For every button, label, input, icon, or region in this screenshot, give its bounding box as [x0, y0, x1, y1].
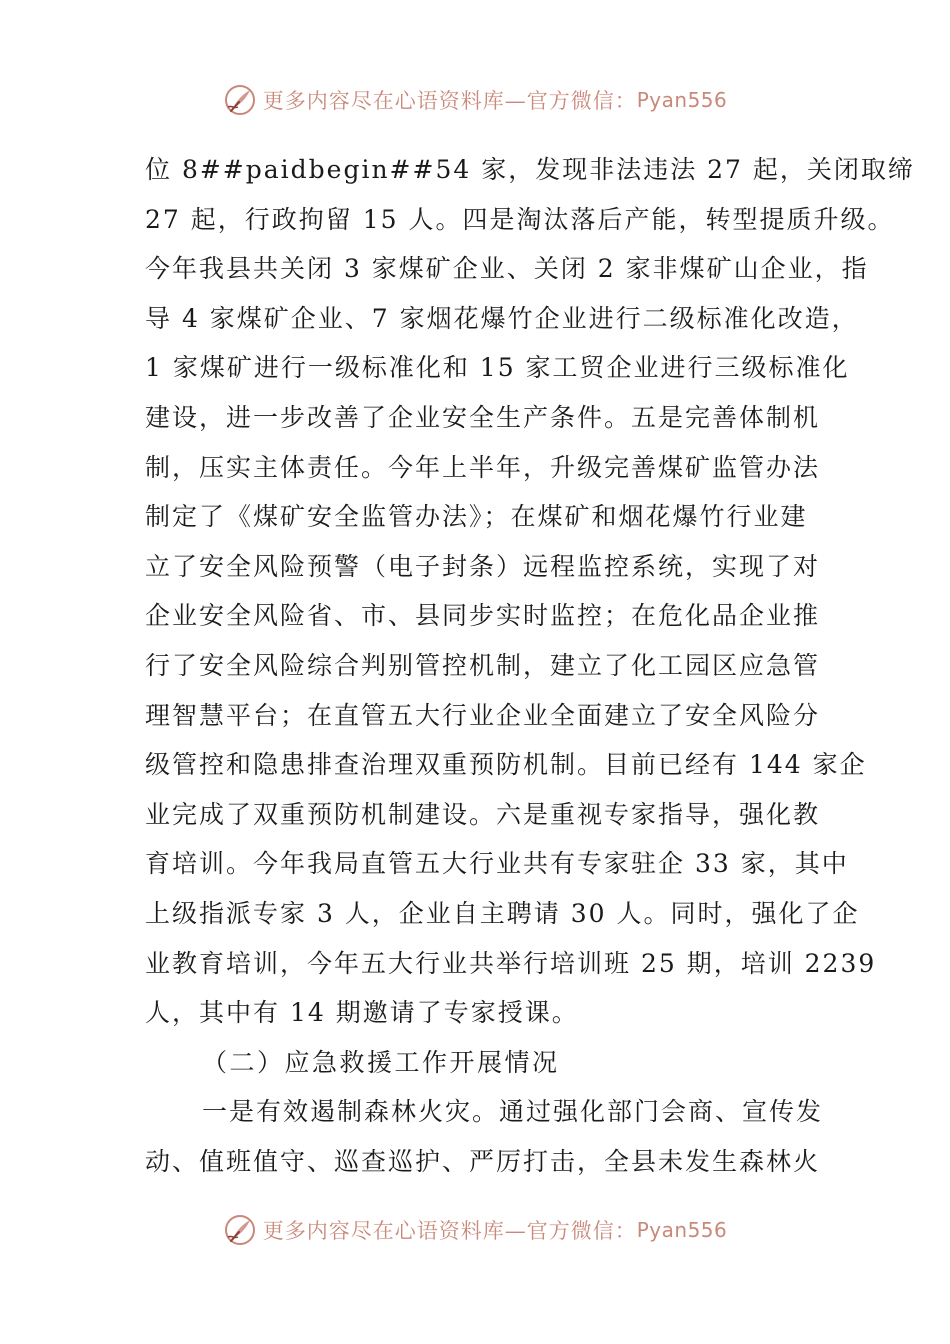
body-line: 一是有效遏制森林火灾。通过强化部门会商、宣传发 [202, 1097, 824, 1127]
body-line: 制定了《煤矿安全监管办法》；在煤矿和烟花爆竹行业建 [145, 502, 808, 532]
body-line: 建设，进一步改善了企业安全生产条件。五是完善体制机 [145, 402, 821, 432]
body-line: 制，压实主体责任。今年上半年，升级完善煤矿监管办法 [145, 452, 821, 482]
body-line: 理智慧平台；在直管五大行业企业全面建立了安全风险分 [145, 700, 821, 730]
watermark-text: 更多内容尽在心语资料库—官方微信： [262, 1219, 637, 1243]
body-line: 级管控和隐患排查治理双重预防机制。目前已经有 144 家企 [145, 750, 867, 780]
body-line: 业完成了双重预防机制建设。六是重视专家指导，强化教 [145, 799, 821, 829]
body-line: 育培训。今年我局直管五大行业共有专家驻企 33 家，其中 [145, 849, 849, 879]
body-line: 今年我县共关闭 3 家煤矿企业、关闭 2 家非煤矿山企业，指 [145, 254, 869, 284]
body-line: 位 8##paidbegin##54 家，发现非法违法 27 起，关闭取缔 [145, 155, 915, 184]
body-line: 人，其中有 14 期邀请了专家授课。 [145, 998, 579, 1028]
header-watermark [0, 80, 950, 120]
watermark-text: 更多内容尽在心语资料库—官方微信： [262, 89, 637, 113]
body-line: 行了安全风险综合判别管控机制，建立了化工园区应急管 [145, 650, 821, 680]
watermark-wechat-id: Pyan556 [636, 1218, 728, 1242]
watermark-wechat-id: Pyan556 [636, 88, 728, 112]
body-line: 27 起，行政拘留 15 人。四是淘汰落后产能，转型提质升级。 [145, 204, 895, 234]
body-line: 业教育培训，今年五大行业共举行培训班 25 期，培训 2239 [145, 948, 877, 978]
body-line: 企业安全风险省、市、县同步实时监控；在危化品企业推 [145, 601, 821, 631]
body-line: 导 4 家煤矿企业、7 家烟花爆竹企业进行二级标准化改造， [145, 303, 859, 333]
footer-watermark [0, 1210, 950, 1250]
feather-pen-logo-icon [223, 83, 257, 117]
section-heading: （二）应急救援工作开展情况 [202, 1047, 560, 1077]
document-body [145, 145, 915, 1186]
body-line: 动、值班值守、巡查巡护、严厉打击，全县未发生森林火 [145, 1146, 821, 1176]
body-line: 立了安全风险预警（电子封条）远程监控系统，实现了对 [145, 551, 821, 581]
body-line: 上级指派专家 3 人，企业自主聘请 30 人。同时，强化了企 [145, 898, 860, 928]
body-line: 1 家煤矿进行一级标准化和 15 家工贸企业进行三级标准化 [145, 353, 850, 383]
feather-pen-logo-icon [223, 1213, 257, 1247]
